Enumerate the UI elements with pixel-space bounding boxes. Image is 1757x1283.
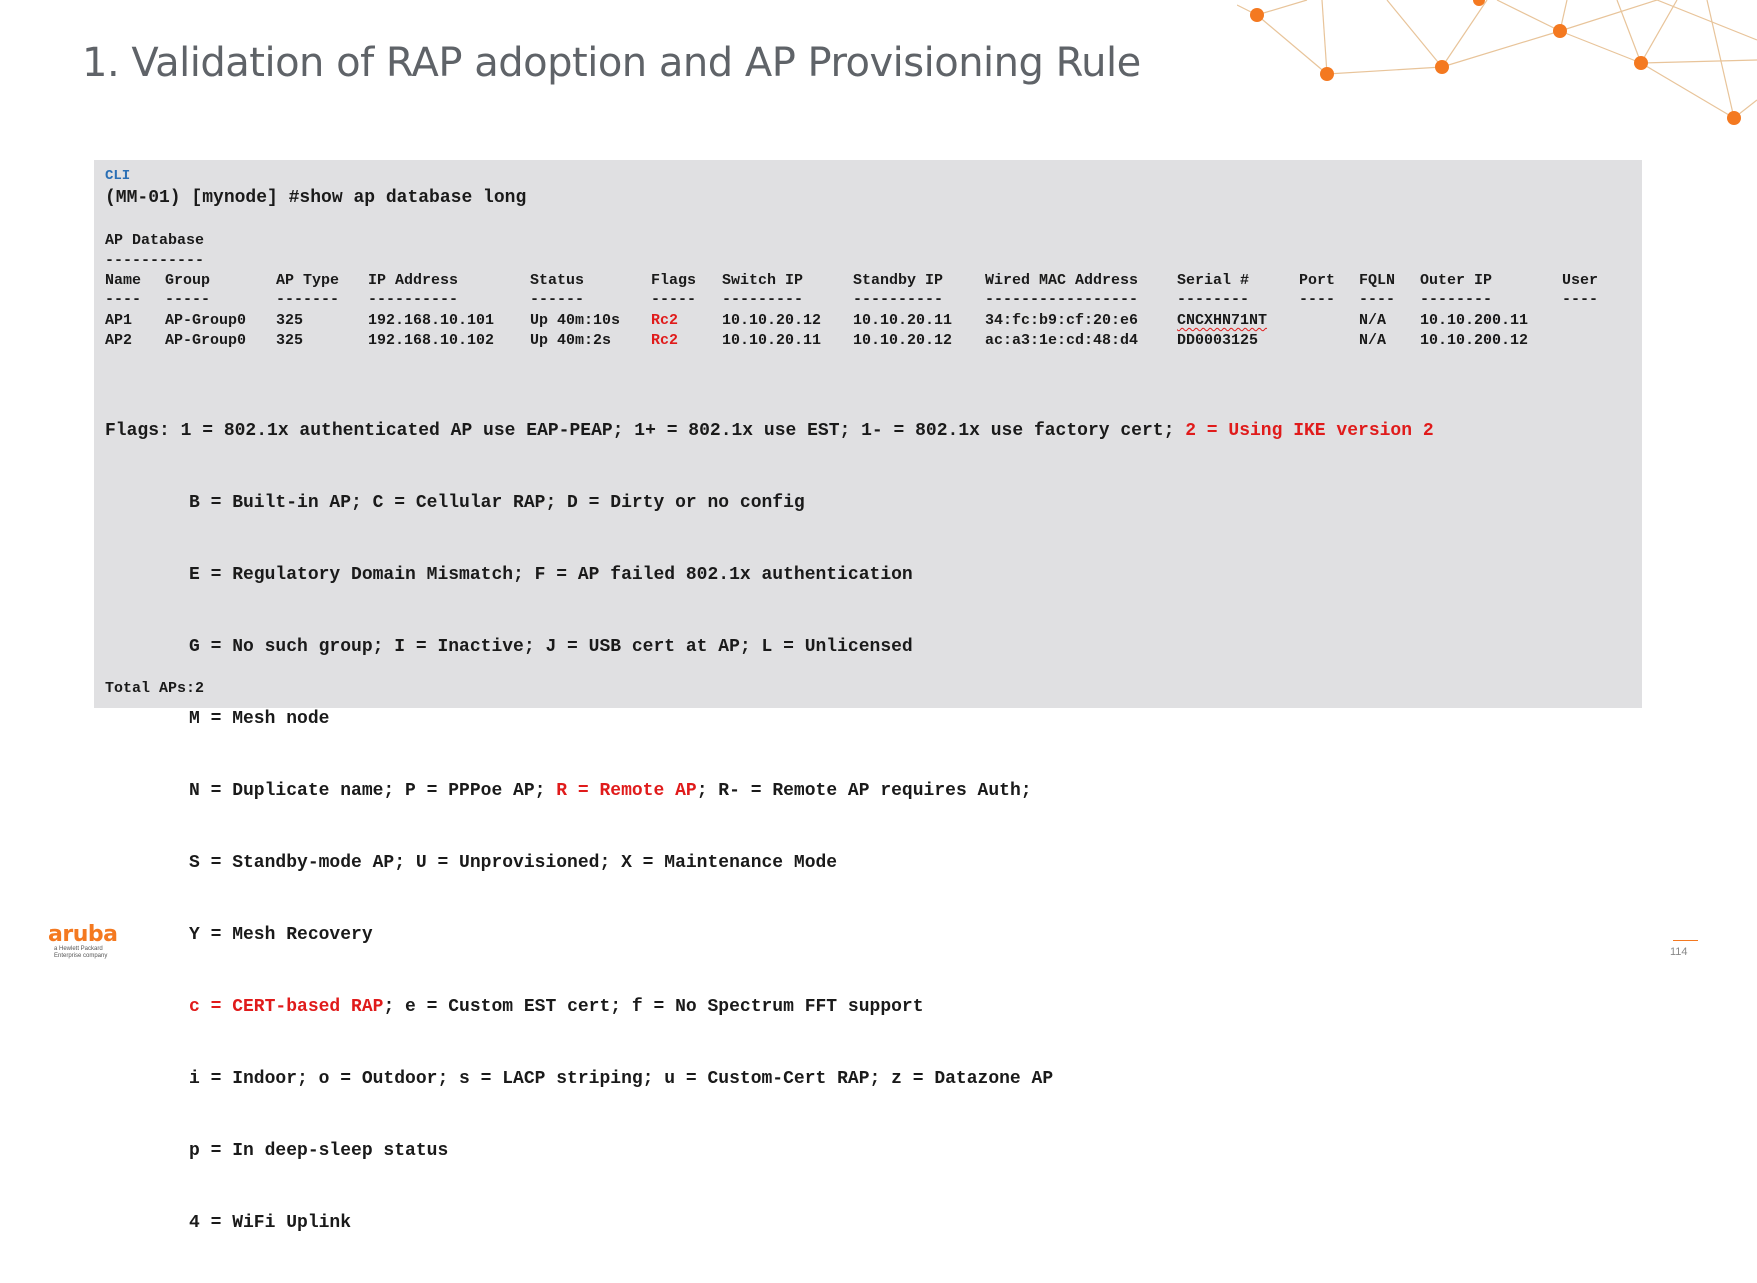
table-row	[94, 332, 1529, 352]
cell-outer-ip: 10.10.200.11	[1420, 312, 1529, 329]
network-graphic	[1237, 0, 1757, 135]
flag-text: ; e = Custom EST cert; f = No Spectrum FFT support	[383, 997, 924, 1017]
cell-ip-address: 192.168.10.101	[368, 312, 495, 329]
flag-text: Y = Mesh Recovery	[189, 925, 373, 945]
cell-name: AP1	[105, 312, 133, 329]
flag-text: G = No such group; I = Inactive; J = USB cert at AP; L = Unlicensed	[189, 637, 913, 657]
cli-label: CLI	[105, 168, 131, 184]
flag-text: p = In deep-sleep status	[189, 1141, 449, 1161]
column-separator: ---------	[722, 291, 804, 308]
cell-group: AP-Group0	[165, 312, 247, 329]
column-header: Standby IP	[853, 272, 944, 289]
table-separator-row	[94, 291, 1599, 311]
total-aps: Total APs:2	[105, 680, 205, 697]
flag-text: S = Standby-mode AP; U = Unprovisioned; X = Maintenance Mode	[189, 853, 838, 873]
flag-line	[105, 563, 1434, 587]
logo-wordmark: aruba	[48, 922, 118, 947]
column-header: Group	[165, 272, 211, 289]
flag-line	[105, 1067, 1434, 1091]
flag-text: i = Indoor; o = Outdoor; s = LACP striping; u = Custom-Cert RAP; z = Datazone AP	[189, 1069, 1054, 1089]
flag-line	[105, 779, 1434, 803]
flags-legend	[105, 371, 1434, 1283]
cell-serial: DD0003125	[1177, 332, 1259, 349]
flag-highlight: R = Remote AP	[556, 781, 697, 801]
column-separator: ----------	[368, 291, 459, 308]
cell-serial: CNCXHN71NT	[1177, 312, 1268, 329]
column-header: Status	[530, 272, 585, 289]
cell-ip-address: 192.168.10.102	[368, 332, 495, 349]
table-row	[94, 312, 1529, 332]
cli-command: (MM-01) [mynode] #show ap database long	[105, 188, 527, 208]
flag-text: Flags: 1 = 802.1x authenticated AP use EAP-PEAP; 1+ = 802.1x use EST; 1- = 802.1x use factory cert;	[105, 421, 1186, 441]
column-separator: ------	[530, 291, 585, 308]
cell-status: Up 40m:2s	[530, 332, 612, 349]
flag-line	[105, 635, 1434, 659]
column-separator: --------	[1177, 291, 1250, 308]
flag-highlight: c = CERT-based RAP	[189, 997, 384, 1017]
flag-text: ; R- = Remote AP requires Auth;	[696, 781, 1032, 801]
flag-text: M = Mesh node	[189, 709, 330, 729]
ap-database-title-separator: -----------	[105, 252, 205, 269]
column-separator: -----	[165, 291, 211, 308]
page-number: 114	[1670, 946, 1688, 958]
column-header: AP Type	[276, 272, 340, 289]
page-number-accent	[1673, 940, 1698, 941]
flag-text: N = Duplicate name; P = PPPoe AP;	[189, 781, 557, 801]
column-header: Outer IP	[1420, 272, 1493, 289]
flag-line	[105, 1211, 1434, 1235]
cell-switch-ip: 10.10.20.11	[722, 332, 822, 349]
column-header: Switch IP	[722, 272, 804, 289]
cell-wired-mac: ac:a3:1e:cd:48:d4	[985, 332, 1139, 349]
column-header: Serial #	[1177, 272, 1250, 289]
column-separator: -----	[651, 291, 697, 308]
cell-name: AP2	[105, 332, 133, 349]
flag-line	[105, 1139, 1434, 1163]
cell-standby-ip: 10.10.20.12	[853, 332, 953, 349]
column-separator: ----------	[853, 291, 944, 308]
column-header: Wired MAC Address	[985, 272, 1139, 289]
flag-text: B = Built-in AP; C = Cellular RAP; D = Dirty or no config	[189, 493, 805, 513]
column-separator: -----------------	[985, 291, 1139, 308]
flag-highlight: 2 = Using IKE version 2	[1185, 421, 1434, 441]
column-separator: --------	[1420, 291, 1493, 308]
flag-text: 4 = WiFi Uplink	[189, 1213, 352, 1233]
column-header: User	[1562, 272, 1599, 289]
cli-output-box	[94, 160, 1642, 1233]
flag-line	[105, 995, 1434, 1019]
cell-fqln: N/A	[1359, 312, 1387, 329]
flag-line	[105, 851, 1434, 875]
cell-status: Up 40m:10s	[530, 312, 621, 329]
cell-flags: Rc2	[651, 332, 679, 349]
cell-fqln: N/A	[1359, 332, 1387, 349]
flag-line	[105, 491, 1434, 515]
cell-flags: Rc2	[651, 312, 679, 329]
aruba-logo	[48, 924, 117, 960]
table-header-row	[94, 272, 1599, 292]
column-header: IP Address	[368, 272, 459, 289]
flag-line	[105, 419, 1434, 443]
column-header: Name	[105, 272, 142, 289]
column-separator: ----	[1299, 291, 1336, 308]
cell-wired-mac: 34:fc:b9:cf:20:e6	[985, 312, 1139, 329]
cell-switch-ip: 10.10.20.12	[722, 312, 822, 329]
column-header: Port	[1299, 272, 1336, 289]
cell-outer-ip: 10.10.200.12	[1420, 332, 1529, 349]
cell-ap-type: 325	[276, 332, 304, 349]
ap-database-title: AP Database	[105, 232, 205, 249]
column-header: FQLN	[1359, 272, 1396, 289]
flag-line	[105, 707, 1434, 731]
slide-title: 1. Validation of RAP adoption and AP Provisioning Rule	[82, 40, 1141, 86]
column-separator: ----	[1359, 291, 1396, 308]
column-separator: ----	[105, 291, 142, 308]
column-separator: -------	[276, 291, 340, 308]
logo-subtitle-1: a Hewlett Packard	[54, 946, 103, 952]
flag-text: E = Regulatory Domain Mismatch; F = AP failed 802.1x authentication	[189, 565, 913, 585]
flag-line	[105, 923, 1434, 947]
column-separator: ----	[1562, 291, 1599, 308]
cell-group: AP-Group0	[165, 332, 247, 349]
column-header: Flags	[651, 272, 697, 289]
logo-subtitle-2: Enterprise company	[54, 953, 108, 959]
cell-ap-type: 325	[276, 312, 304, 329]
cell-standby-ip: 10.10.20.11	[853, 312, 953, 329]
